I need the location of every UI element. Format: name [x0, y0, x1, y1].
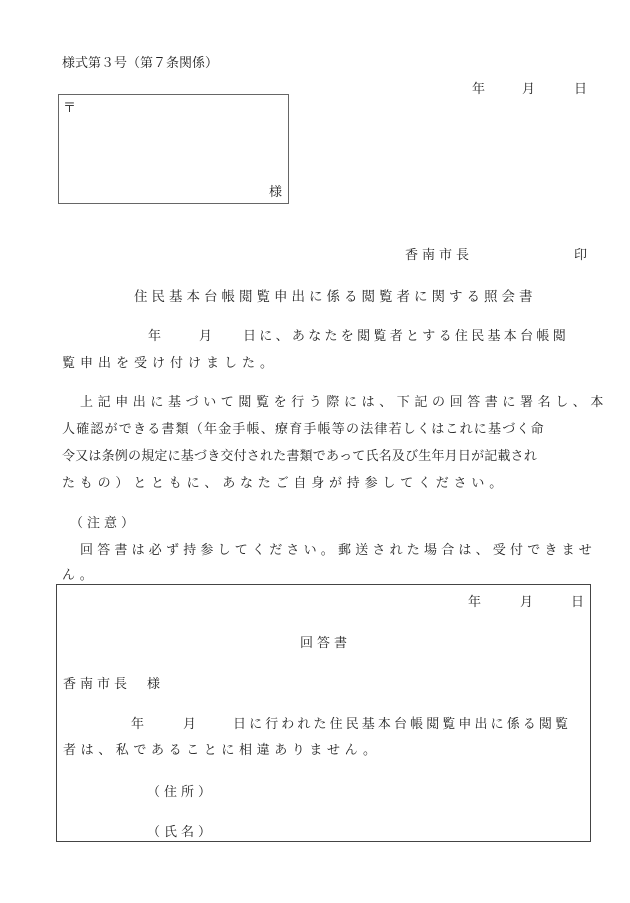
reply-addressee-honorific: 様 — [147, 677, 161, 692]
body-line-1: 上記申出に基づいて閲覧を行う際には、下記の回答書に署名し、本 — [80, 395, 609, 410]
statement-year: 年 — [131, 717, 145, 732]
statement-line-1: 日に行われた住民基本台帳閲覧申出に係る閲覧 — [233, 717, 572, 732]
seal-mark: 印 — [574, 248, 588, 263]
postal-mark: 〒 — [63, 101, 77, 116]
intro-year: 年 — [148, 329, 162, 344]
address-label: （住所） — [147, 785, 216, 800]
body-line-2: 人確認ができる書類（年金手帳、療育手帳等の法律若しくはこれに基づく命 — [62, 422, 545, 437]
reply-form-box — [56, 584, 591, 842]
document-title: 住民基本台帳閲覧申出に係る閲覧者に関する照会書 — [134, 289, 537, 305]
name-label: （氏名） — [147, 825, 216, 840]
reply-date-day: 日 — [571, 595, 585, 610]
reply-addressee: 香南市長 — [63, 677, 132, 692]
statement-month: 月 — [183, 717, 197, 732]
statement-line-2: 者は、私であることに相違ありません。 — [63, 743, 381, 758]
notice-line-2: ん。 — [62, 568, 97, 583]
reply-date-month: 月 — [520, 595, 534, 610]
notice-heading: （注意） — [70, 516, 139, 531]
sender-name: 香南市長 — [405, 248, 474, 263]
address-box — [58, 94, 289, 204]
notice-line-1: 回答書は必ず持参してください。郵送された場合は、受付できませ — [80, 543, 597, 558]
form-label: 様式第３号（第７条関係） — [62, 56, 219, 71]
header-date-day: 日 — [574, 82, 588, 97]
reply-title: 回答書 — [300, 636, 352, 651]
body-line-3: 令又は条例の規定に基づき交付された書類であって氏名及び生年月日が記載され — [62, 449, 538, 464]
address-honorific: 様 — [269, 185, 283, 200]
body-line-4: たもの）とともに、あなたご自身が持参してください。 — [62, 476, 508, 491]
intro-month: 月 — [199, 329, 213, 344]
intro-line2: 覧申出を受け付けました。 — [62, 356, 279, 371]
header-date-year: 年 — [472, 82, 486, 97]
reply-date-year: 年 — [468, 595, 482, 610]
header-date-month: 月 — [522, 82, 536, 97]
intro-line1: 日に、あなたを閲覧者とする住民基本台帳閲 — [243, 329, 570, 344]
